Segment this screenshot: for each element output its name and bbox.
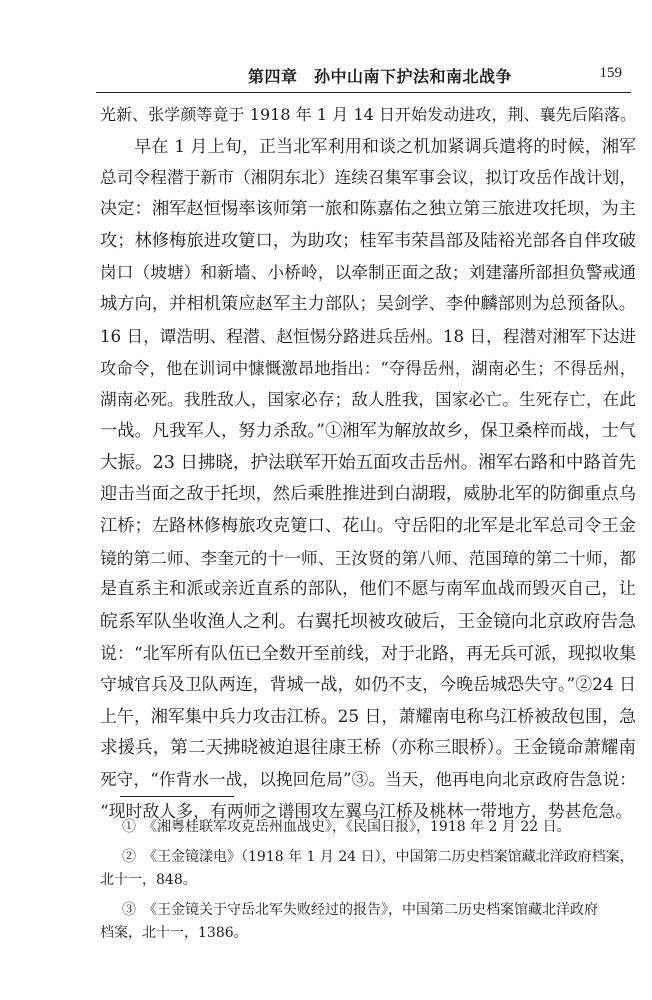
text-line: 死守，“作背水一战，以挽回危局”③。当天，他再电向北京政府告急说： xyxy=(100,770,636,790)
footnote-2-continuation: 北十一，848。 xyxy=(100,872,197,888)
running-head xyxy=(100,62,632,90)
text-line: 决定：湘军赵恒惕率该师第一旅和陈嘉佑之独立第三旅进攻托坝，为主 xyxy=(100,199,636,220)
footnote-1: ① 《湘粤桂联军攻克岳州血战史》，《民国日报》，1918 年 2 月 22 日。 xyxy=(122,819,571,835)
text-line: 大振。23 日拂晓，护法联军开始五面攻击岳州。湘军右路和中路首先 xyxy=(100,452,636,473)
text-line: “现时敌人多，有两师之谱围攻左翼乌江桥及桃林一带地方，势甚危急。 xyxy=(100,801,633,822)
text-line: 皖系军队坐收渔人之利。右翼托坝被攻破后，王金镜向北京政府告急 xyxy=(100,611,636,632)
text-line: 江桥；左路林修梅旅攻克筻口、花山。守岳阳的北军是北军总司令王金 xyxy=(100,515,636,536)
text-line: 光新、张学颜等竟于 1918 年 1 月 14 日开始发动进攻，荆、襄先后陷落。 xyxy=(100,105,636,124)
text-line: 上午，湘军集中兵力攻击江桥。25 日，萧耀南电称乌江桥被敌包围，急 xyxy=(100,706,636,727)
text-line: 总司令程潜于新市（湘阴东北）连续召集军事会议，拟订攻岳作战计划， xyxy=(100,168,636,188)
text-line: 镜的第二师、李奎元的十一师、王汝贤的第八师、范国璋的第二十师，都 xyxy=(100,548,636,568)
header-rule xyxy=(96,92,631,93)
page-number: 159 xyxy=(599,65,622,81)
text-line: 迎击当面之敌于托坝，然后乘胜推进到白湖瑕，威胁北军的防御重点乌 xyxy=(100,484,636,505)
text-line: 攻命令，他在训词中慷慨激昂地指出：“夺得岳州，湖南必生；不得岳州， xyxy=(100,358,636,378)
text-line: 早在 1 月上旬，正当北军利用和谈之机加紧调兵遣将的时候，湘军 xyxy=(100,135,636,156)
text-line: 是直系主和派或亲近直系的部队，他们不愿与南军血战而毁灭自己，让 xyxy=(100,579,636,600)
text-line: 岗口（坡塘）和新墙、小桥岭，以牵制正面之敌；刘建藩所部担负警戒通 xyxy=(100,263,636,283)
footnote-3-continuation: 档案，北十一，1386。 xyxy=(100,925,248,941)
body-text xyxy=(100,99,636,828)
text-line: 求援兵，第二天拂晓被迫退往康王桥（亦称三眼桥）。王金镜命萧耀南 xyxy=(100,737,636,758)
text-line: 湖南必死。我胜敌人，国家必存；敌人胜我，国家必亡。生死存亡，在此 xyxy=(100,390,636,410)
text-line: 一战。凡我军人，努力杀敌。”①湘军为解放故乡，保卫桑梓而战，士气 xyxy=(100,420,636,441)
footnote-rule xyxy=(120,796,234,797)
text-line: 16 日，谭浩明、程潜、赵恒惕分路进兵岳州。18 日，程潜对湘军下达进 xyxy=(100,326,636,346)
text-line: 攻；林修梅旅进攻筻口，为助攻；桂军韦荣昌部及陆裕光部各自伴攻破 xyxy=(100,230,636,251)
text-line: 说：“北军所有队伍已全数开至前线，对于北路，再无兵可派，现拟收集 xyxy=(100,642,636,663)
chapter-title: 第四章 孙中山南下护法和南北战争 xyxy=(248,67,513,86)
text-line: 守城官兵及卫队两连，背城一战，如仍不支，今晚岳城恐失守。”②24 日 xyxy=(100,674,636,695)
footnote-2: ② 《王金镜漾电》（1918 年 1 月 24 日），中国第二历史档案馆藏北洋政府档案， xyxy=(122,849,634,865)
footnotes xyxy=(100,816,636,945)
footnote-3: ③ 《王金镜关于守岳北军失败经过的报告》，中国第二历史档案馆藏北洋政府 xyxy=(122,902,598,918)
text-line: 城方向，并相机策应赵军主力部队；吴剑学、李仲麟部则为总预备队。 xyxy=(100,294,636,315)
